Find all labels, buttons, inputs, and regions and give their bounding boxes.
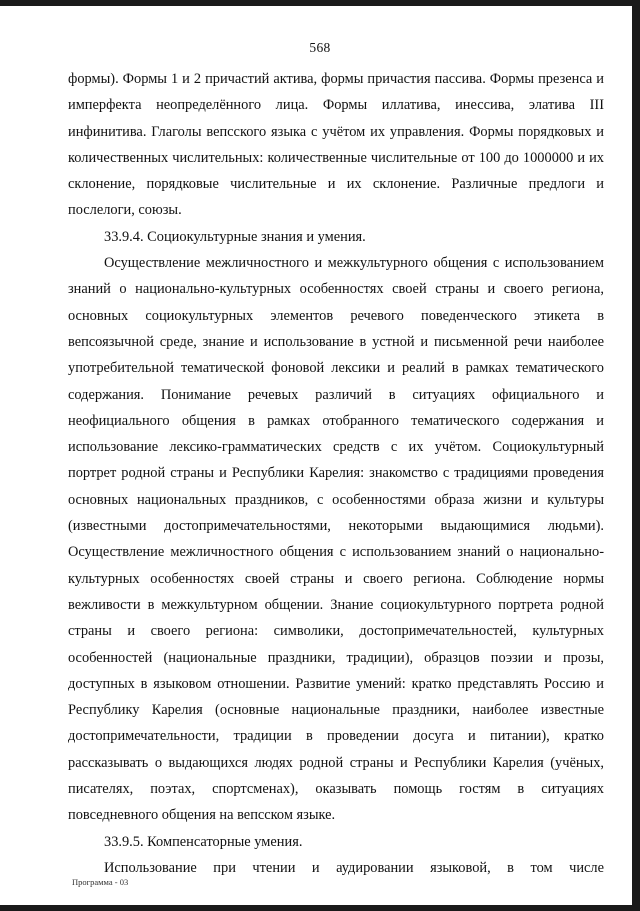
section-heading-sociocultural: 33.9.4. Социокультурные знания и умения.	[104, 228, 366, 245]
paragraph-grammar-forms: формы). Формы 1 и 2 причастий актива, формы причастия пассива. Формы презенса и имперфекта неопределённого лица. Формы иллатива, инессива, элатива III инфинитива. Глаголы вепсского языка с учётом их управления. Формы порядковых и количественных числительных: количественные числительные от 100 до 1000000 и их склонение, порядковые числительные и их склонение. Различные предлоги и послелоги, союзы.	[68, 71, 604, 219]
section-heading-compensatory: 33.9.5. Компенсаторные умения.	[104, 833, 303, 850]
paragraph-sociocultural: Осуществление межличностного и межкультурного общения с использованием знаний о национально-культурных особенностях своей страны и своего региона, основных социокультурных элементов речевого поведенческого этикета в вепсоязычной среде, знание и использование в устной и письменной речи наиболее употребительной тематической фоновой лексики и реалий в рамках тематического содержания. Понимание речевых различий в ситуациях официального и неофициального общения в рамках отобранного тематического содержания и использование лексико-грамматических средств с их учётом. Социокультурный портрет родной страны и Республики Карелия: знакомство с традициями проведения основных национальных праздников, с особенностями образа жизни и культуры (известными достопримечательностями, некоторыми выдающимися людьми). Осуществление межличностного общения с использованием знаний о национально-культурных особенностях своей страны и своего региона. Соблюдение нормы вежливости в межкультурном общении. Знание социокультурного портрета родной страны и своего региона: символики, достопримечательностей, культурных особенностей (национальные праздники, традиции), образцов поэзии и прозы, доступных в языковом отношении. Развитие умений: кратко представлять Россию и Республику Карелия (основные национальные праздники, наиболее известные достопримечательности, традиции в проведении досуга и питании), кратко рассказывать о выдающихся людях родной страны и Республики Карелия (учёных, писателях, поэтах, спортсменах), оказывать помощь гостям в ситуациях повседневного общения на вепсском языке.	[68, 255, 604, 824]
paragraph-compensatory: Использование при чтении и аудировании языковой, в том числе	[104, 859, 604, 876]
body-text	[68, 66, 604, 881]
page-number: 568	[309, 40, 331, 55]
scan-edge-bottom	[0, 905, 640, 911]
footer-label: Программа - 03	[72, 877, 129, 887]
scan-edge-top	[0, 0, 640, 6]
scan-edge-right	[632, 0, 640, 911]
